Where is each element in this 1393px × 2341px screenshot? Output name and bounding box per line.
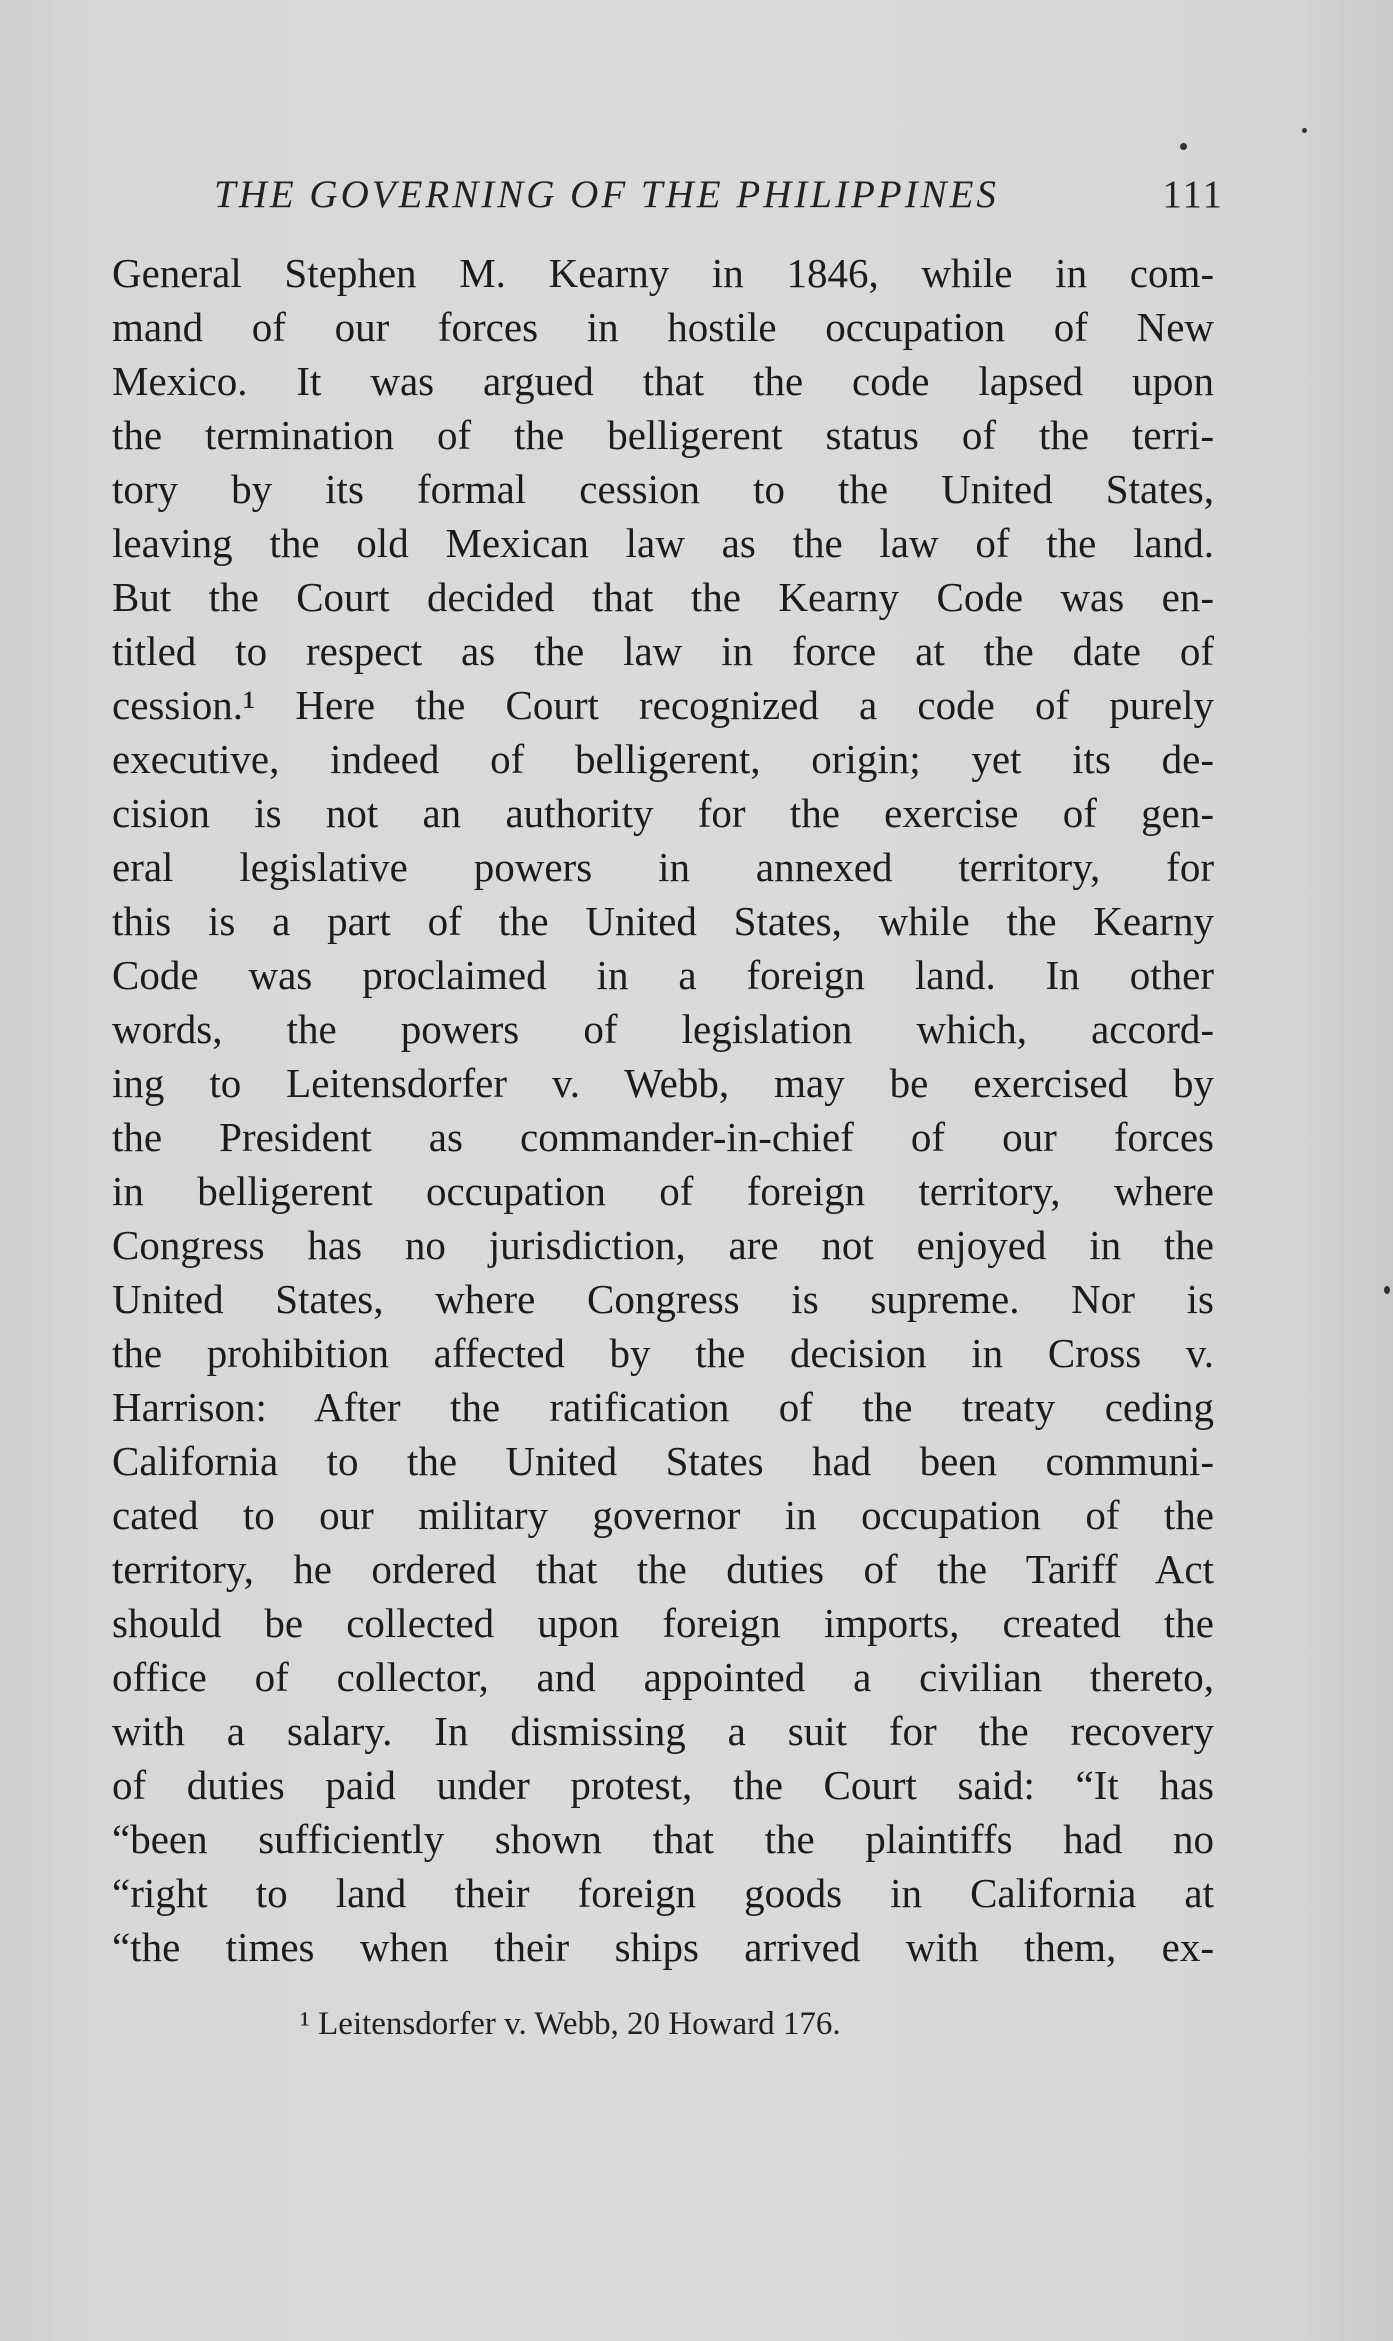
text-line: General Stephen M. Kearny in 1846, while in com- <box>112 250 1214 296</box>
text-line: leaving the old Mexican law as the law of the land. <box>112 520 1214 566</box>
text-line: the prohibition affected by the decision in Cross v. <box>112 1330 1214 1376</box>
text-line: with a salary. In dismissing a suit for the recovery <box>112 1708 1214 1754</box>
text-line: eral legislative powers in annexed territory, for <box>112 844 1214 890</box>
text-line: titled to respect as the law in force at the date of <box>112 628 1214 674</box>
text-line: mand of our forces in hostile occupation of New <box>112 304 1214 350</box>
text-line: cated to our military governor in occupation of the <box>112 1492 1214 1538</box>
text-line: the President as commander-in-chief of our forces <box>112 1114 1214 1160</box>
text-line: ing to Leitensdorfer v. Webb, may be exercised by <box>112 1060 1214 1106</box>
print-speck <box>1180 143 1187 150</box>
page-number: 111 <box>1162 173 1224 216</box>
text-line: tory by its formal cession to the United States, <box>112 466 1214 512</box>
text-line: Code was proclaimed in a foreign land. In other <box>112 952 1214 998</box>
text-line: United States, where Congress is supreme. Nor is <box>112 1276 1214 1322</box>
text-line: territory, he ordered that the duties of the Tariff Act <box>112 1546 1214 1592</box>
text-line: Mexico. It was argued that the code lapsed upon <box>112 358 1214 404</box>
text-line: Congress has no jurisdiction, are not enjoyed in the <box>112 1222 1214 1268</box>
text-line: this is a part of the United States, while the Kearny <box>112 898 1214 944</box>
text-line: “been sufficiently shown that the plaintiffs had no <box>112 1816 1214 1862</box>
text-line: cession.¹ Here the Court recognized a code of purely <box>112 682 1214 728</box>
running-head <box>214 170 1224 220</box>
text-line: the termination of the belligerent status of the terri- <box>112 412 1214 458</box>
body-text <box>112 246 1214 1974</box>
text-line: “the times when their ships arrived with them, ex- <box>112 1924 1214 1970</box>
running-head-title: THE GOVERNING OF THE PHILIPPINES <box>214 173 999 216</box>
text-line: executive, indeed of belligerent, origin; yet its de- <box>112 736 1214 782</box>
text-line: cision is not an authority for the exercise of gen- <box>112 790 1214 836</box>
text-line: should be collected upon foreign imports, created the <box>112 1600 1214 1646</box>
text-line: California to the United States had been communi- <box>112 1438 1214 1484</box>
print-speck <box>1384 1286 1390 1294</box>
text-line: But the Court decided that the Kearny Code was en- <box>112 574 1214 620</box>
text-line: Harrison: After the ratification of the treaty ceding <box>112 1384 1214 1430</box>
text-line: office of collector, and appointed a civilian thereto, <box>112 1654 1214 1700</box>
footnote: ¹ Leitensdorfer v. Webb, 20 Howard 176. <box>300 2006 841 2042</box>
text-line: in belligerent occupation of foreign territory, where <box>112 1168 1214 1214</box>
text-line: words, the powers of legislation which, accord- <box>112 1006 1214 1052</box>
text-line: of duties paid under protest, the Court said: “It has <box>112 1762 1214 1808</box>
text-line: “right to land their foreign goods in California at <box>112 1870 1214 1916</box>
print-speck <box>1302 128 1307 133</box>
